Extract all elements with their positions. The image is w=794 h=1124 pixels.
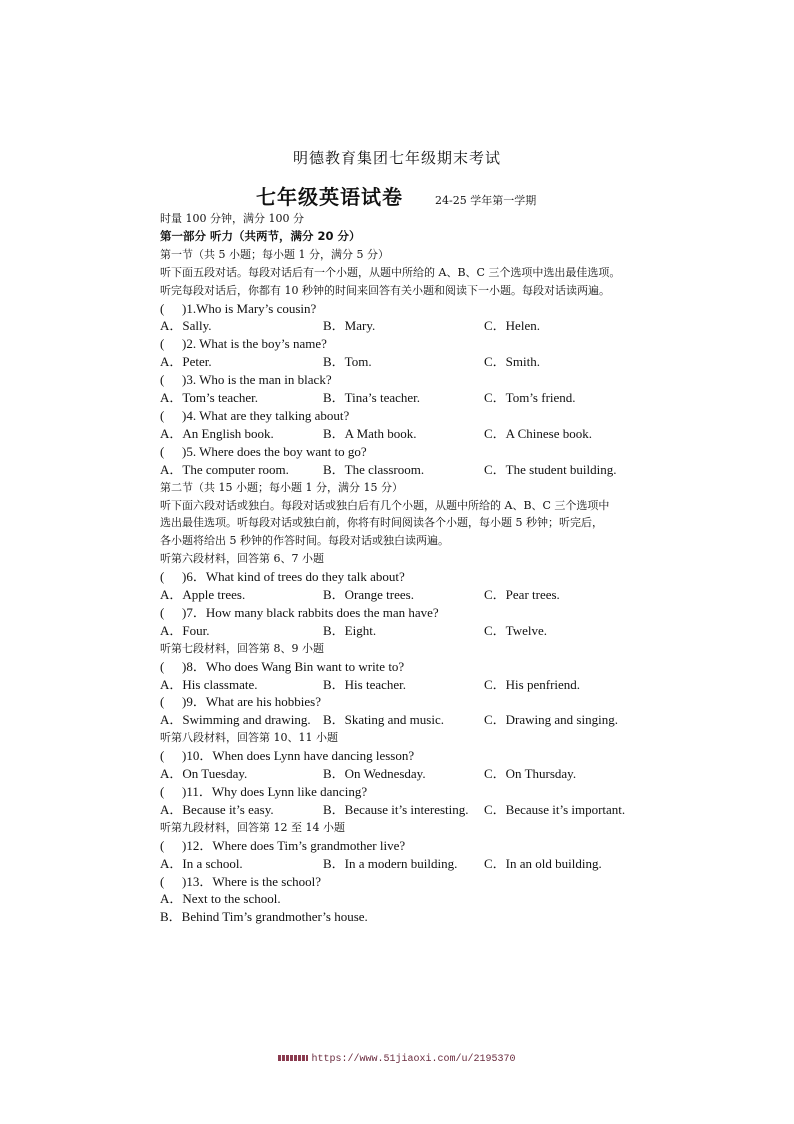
- options-6: [160, 586, 650, 604]
- title-row: [256, 181, 536, 210]
- answer-blank[interactable]: (: [160, 443, 165, 459]
- options-4: [160, 425, 650, 443]
- answer-blank[interactable]: (: [160, 748, 165, 764]
- option-c: C．His penfriend.: [484, 676, 581, 692]
- answer-blank[interactable]: (: [160, 873, 165, 889]
- option-b: B．Mary.: [323, 318, 376, 334]
- options-3: [160, 389, 650, 407]
- question-6: ( )6．What kind of trees do they talk about?: [160, 569, 405, 585]
- exam-body: [160, 210, 650, 926]
- option-b: B．A Math book.: [323, 425, 417, 441]
- option-c: C．Tom’s friend.: [484, 390, 576, 406]
- answer-blank[interactable]: (: [160, 784, 165, 799]
- answer-blank[interactable]: (: [160, 569, 165, 585]
- option-a: A．Four.: [160, 622, 210, 638]
- section1-instruction: 听下面五段对话。每段对话后有一个小题，从题中所给的 A、B、C 三个选项中选出最佳选项。: [160, 265, 621, 279]
- exam-title: 七年级英语试卷: [256, 185, 403, 209]
- option-c: C．The student building.: [484, 461, 617, 477]
- option-b: B．On Wednesday.: [323, 766, 426, 782]
- answer-blank[interactable]: (: [160, 604, 165, 620]
- question-8: ( )8．Who does Wang Bin want to write to?: [160, 658, 405, 674]
- org-title: 明德教育集团七年级期末考试: [292, 149, 501, 167]
- option-b: B．Eight.: [323, 622, 377, 638]
- option-a: A．On Tuesday.: [160, 766, 248, 782]
- options-10: [160, 765, 650, 783]
- answer-blank[interactable]: (: [160, 336, 165, 352]
- section2-instruction: 听下面六段对话或独白。每段对话或独白后有几个小题，从题中所给的 A、B、C 三个选项中: [160, 498, 610, 512]
- answer-blank[interactable]: (: [160, 372, 165, 388]
- option-a: A．Peter.: [160, 354, 212, 370]
- section1-instruction: 听完每段对话后，你都有 10 秒钟的时间来回答有关小题和阅读下一小题。每段对话读两遍。: [160, 283, 610, 297]
- option-a: A．An English book.: [160, 425, 274, 441]
- question-11: ( )11．Why does Lynn like dancing?: [160, 784, 368, 799]
- option-c: C．Pear trees.: [484, 587, 560, 603]
- group-label: 听第九段材料，回答第 12 至 14 小题: [160, 820, 345, 834]
- options-12: [160, 855, 650, 873]
- answer-blank[interactable]: (: [160, 300, 165, 316]
- section2-instruction: 各小题将给出 5 秒钟的作答时间。每段对话或独白读两遍。: [160, 534, 449, 548]
- question-5: ( )5. Where does the boy want to go?: [160, 443, 367, 459]
- answer-blank[interactable]: (: [160, 658, 165, 674]
- section1-title: 第一节（共 5 小题；每小题 1 分，满分 5 分）: [160, 247, 389, 261]
- option-c: C．A Chinese book.: [484, 425, 592, 441]
- answer-blank[interactable]: (: [160, 837, 165, 853]
- section2-instruction: 选出最佳选项。听每段对话或独白前，你将有时间阅读各个小题，每小题 5 秒钟；听完后，: [160, 516, 603, 530]
- option-c: C．Because it’s important.: [484, 801, 626, 817]
- question-13: ( )13．Where is the school?: [160, 873, 321, 889]
- answer-blank[interactable]: (: [160, 407, 165, 423]
- option-b: B．Because it’s interesting.: [323, 801, 469, 817]
- watermark-logo: [278, 1055, 308, 1061]
- question-3: ( )3. Who is the man in black?: [160, 372, 332, 388]
- option-b: B．His teacher.: [323, 676, 407, 692]
- question-2: ( )2. What is the boy’s name?: [160, 336, 327, 352]
- options-7: [160, 622, 650, 640]
- option-b: B．In a modern building.: [323, 855, 458, 871]
- option-b: B．Tom.: [323, 354, 372, 370]
- group-label: 听第六段材料，回答第 6、7 小题: [160, 552, 324, 566]
- option-c: C．Drawing and singing.: [484, 712, 618, 728]
- option-c: C．Smith.: [484, 354, 540, 370]
- question-7: ( )7．How many black rabbits does the man have?: [160, 604, 439, 620]
- option-a: A．Swimming and drawing.: [160, 712, 311, 728]
- option-b: B．Skating and music.: [323, 712, 444, 728]
- time-score: 时量 100 分钟，满分 100 分: [160, 212, 304, 225]
- footer-link[interactable]: [0, 1054, 794, 1065]
- options-9: [160, 711, 650, 729]
- question-4: ( )4. What are they talking about?: [160, 407, 350, 423]
- option-a: A．His classmate.: [160, 676, 258, 692]
- options-8: [160, 676, 650, 694]
- option-a: A．Next to the school.: [160, 891, 281, 907]
- option-b: B．The classroom.: [323, 461, 425, 477]
- option-b: B．Behind Tim’s grandmother’s house.: [160, 909, 368, 925]
- group-label: 听第七段材料，回答第 8、9 小题: [160, 641, 324, 655]
- option-a: A．Because it’s easy.: [160, 801, 274, 817]
- footer-url[interactable]: https://www.51jiaoxi.com/u/2195370: [311, 1054, 516, 1065]
- options-11: [160, 801, 650, 819]
- answer-blank[interactable]: (: [160, 694, 165, 710]
- section2-title: 第二节（共 15 小题；每小题 1 分，满分 15 分）: [160, 480, 403, 494]
- term-label: 24-25 学年第一学期: [435, 194, 537, 207]
- option-b: B．Tina’s teacher.: [323, 390, 421, 406]
- option-b: B．Orange trees.: [323, 587, 414, 603]
- options-5: [160, 461, 650, 479]
- option-c: C．Helen.: [484, 318, 540, 334]
- option-a: A．Apple trees.: [160, 587, 246, 603]
- option-c: C．In an old building.: [484, 855, 602, 871]
- option-a: A．Sally.: [160, 318, 212, 334]
- options-1: [160, 317, 650, 335]
- option-a: A．In a school.: [160, 855, 243, 871]
- option-c: C．On Thursday.: [484, 766, 577, 782]
- group-label: 听第八段材料，回答第 10、11 小题: [160, 731, 338, 745]
- options-2: [160, 353, 650, 371]
- question-9: ( )9．What are his hobbies?: [160, 694, 321, 710]
- option-c: C．Twelve.: [484, 622, 547, 638]
- question-12: ( )12．Where does Tim’s grandmother live?: [160, 837, 406, 853]
- option-a: A．The computer room.: [160, 461, 289, 477]
- option-a: A．Tom’s teacher.: [160, 390, 259, 406]
- part1-title: 第一部分 听力（共两节，满分 20 分）: [160, 228, 361, 243]
- question-1: ( )1.Who is Mary’s cousin?: [160, 300, 317, 316]
- question-10: ( )10．When does Lynn have dancing lesson?: [160, 748, 415, 764]
